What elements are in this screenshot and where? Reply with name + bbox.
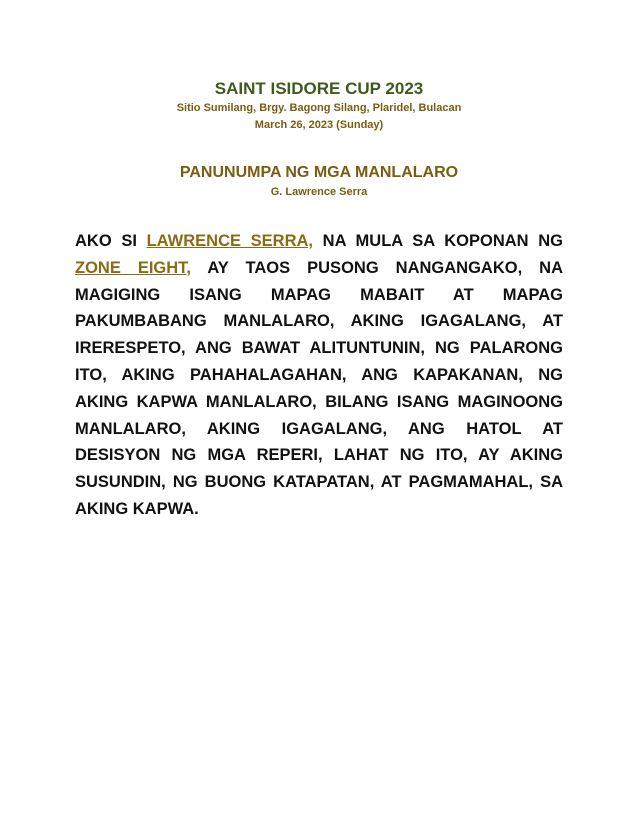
oath-text-part3: AY TAOS PUSONG NANGANGAKO, NA MAGIGING ISANG MAPAG MABAIT AT MAPAG PAKUMBABANG MANLALARO, AKING IGAGALANG, AT IRERESPETO, ANG BAWAT ALITUNTUNIN, NG PALARONG ITO, AKING PAHAHALAGAHAN, ANG KAPAKANAN, NG AKING KAPWA MANLALARO, BILANG ISANG MAGINOONG MANLALARO, AKING IGAGALANG, ANG HATOL AT DESISYON NG MGA REPERI, LAHAT NG ITO, AY AKING SUSUNDIN, NG BUONG KATAPATAN, AT PAGMAMAHAL, SA AKING KAPWA. — [75, 258, 563, 518]
oath-body — [75, 228, 563, 523]
team-name: ZONE EIGHT, — [75, 258, 192, 277]
oath-text-part1: AKO SI — [75, 232, 147, 250]
event-header — [0, 78, 638, 134]
event-location: Sitio Sumilang, Brgy. Bagong Silang, Plaridel, Bulacan — [176, 102, 462, 114]
event-date: March 26, 2023 (Sunday) — [254, 119, 384, 131]
oath-text-part2: NA MULA SA KOPONAN NG — [313, 232, 563, 250]
player-name: LAWRENCE SERRA, — [146, 232, 314, 250]
oath-header — [0, 162, 638, 200]
oath-title: PANUNUMPA NG MGA MANLALARO — [179, 164, 459, 181]
oath-author: G. Lawrence Serra — [270, 186, 368, 198]
event-title: SAINT ISIDORE CUP 2023 — [214, 79, 424, 98]
